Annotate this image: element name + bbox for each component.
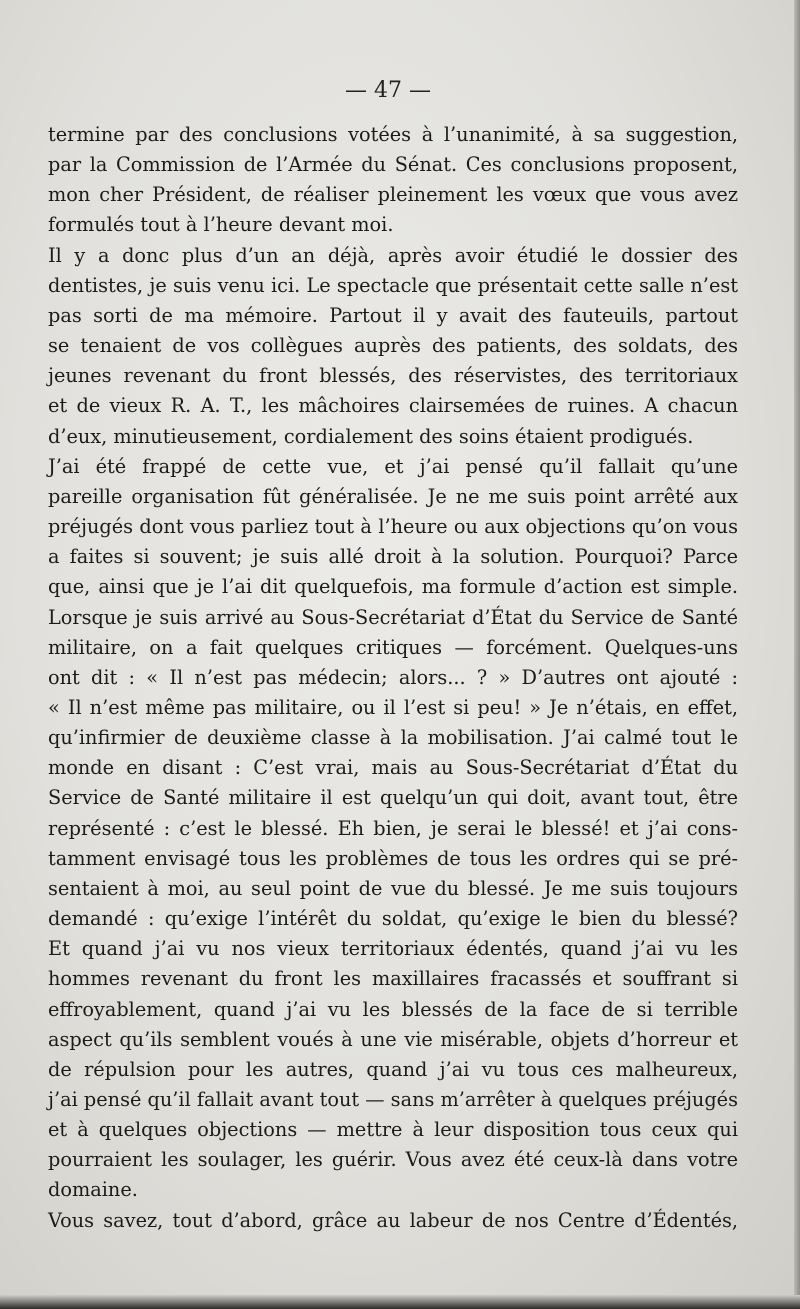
text-line: que, ainsi que je l’ai dit quelquefois, ma formule d’action est simple.: [48, 575, 738, 599]
text-line: jeunes revenant du front blessés, des réservistes, des territoriaux: [48, 364, 738, 388]
text-line: se tenaient de vos collègues auprès des patients, des soldats, des: [48, 334, 738, 358]
text-line: J’ai été frappé de cette vue, et j’ai pensé qu’il fallait qu’une: [48, 454, 738, 478]
text-line: a faites si souvent; je suis allé droit à la solution. Pourquoi? Parce: [48, 545, 738, 569]
text-line: Lorsque je suis arrivé au Sous-Secrétariat d’État du Service de Santé: [48, 605, 738, 629]
text-line: d’eux, minutieusement, cordialement des soins étaient prodigués.: [48, 424, 694, 448]
text-line: dentistes, je suis venu ici. Le spectacle que présentait cette salle n’est: [48, 273, 738, 297]
text-line: et à quelques objections — mettre à leur disposition tous ceux qui: [48, 1118, 738, 1142]
page-edge-shadow: [794, 0, 800, 1309]
text-line: formulés tout à l’heure devant moi.: [48, 213, 394, 237]
text-line: préjugés dont vous parliez tout à l’heure ou aux objections qu’on vous: [48, 515, 738, 539]
text-line: ont dit : « Il n’est pas médecin; alors... ? » D’autres ont ajouté :: [48, 665, 738, 689]
text-line: par la Commission de l’Armée du Sénat. Ces conclusions proposent,: [48, 153, 738, 177]
page-number: — 47 —: [345, 78, 431, 103]
text-line: termine par des conclusions votées à l’unanimité, à sa suggestion,: [48, 123, 738, 146]
text-line: effroyablement, quand j’ai vu les blessés de la face de si terrible: [48, 997, 738, 1021]
text-line: pareille organisation fût généralisée. Je ne me suis point arrêté aux: [48, 484, 738, 508]
text-line: aspect qu’ils semblent voués à une vie misérable, objets d’horreur et: [48, 1027, 738, 1051]
text-line: hommes revenant du front les maxillaires fracassés et souffrant si: [48, 967, 738, 991]
text-line: domaine.: [48, 1178, 138, 1202]
body-text: [48, 120, 738, 1236]
text-line: qu’infirmier de deuxième classe à la mobilisation. J’ai calmé tout le: [48, 726, 738, 750]
text-line: tamment envisagé tous les problèmes de tous les ordres qui se pré-: [48, 846, 738, 870]
text-line: Service de Santé militaire il est quelqu’un qui doit, avant tout, être: [48, 786, 738, 810]
text-line: mon cher Président, de réaliser pleinement les vœux que vous avez: [48, 183, 738, 207]
text-line: Et quand j’ai vu nos vieux territoriaux édentés, quand j’ai vu les: [48, 937, 738, 961]
text-line: militaire, on a fait quelques critiques — forcément. Quelques-uns: [48, 635, 738, 659]
text-line: et de vieux R. A. T., les mâchoires clairsemées de ruines. A chacun: [48, 394, 738, 418]
text-line: Vous savez, tout d’abord, grâce au labeur de nos Centre d’Édentés,: [48, 1208, 738, 1232]
text-line: j’ai pensé qu’il fallait avant tout — sans m’arrêter à quelques préjugés: [48, 1088, 738, 1111]
page-bottom-shadow: [0, 1295, 800, 1309]
text-line: représenté : c’est le blessé. Eh bien, je serai le blessé! et j’ai cons-: [48, 816, 738, 840]
text-line: sentaient à moi, au seul point de vue du blessé. Je me suis toujours: [48, 876, 738, 900]
text-line: monde en disant : C’est vrai, mais au Sous-Secrétariat d’État du: [48, 756, 738, 780]
text-line: pas sorti de ma mémoire. Partout il y avait des fauteuils, partout: [48, 303, 738, 327]
text-line: « Il n’est même pas militaire, ou il l’est si peu! » Je n’étais, en effet,: [48, 695, 738, 719]
text-line: Il y a donc plus d’un an déjà, après avoir étudié le dossier des: [48, 243, 738, 267]
text-line: pourraient les soulager, les guérir. Vous avez été ceux-là dans votre: [48, 1148, 738, 1172]
text-line: de répulsion pour les autres, quand j’ai vu tous ces malheureux,: [48, 1057, 738, 1081]
text-line: demandé : qu’exige l’intérêt du soldat, qu’exige le bien du blessé?: [48, 907, 738, 931]
